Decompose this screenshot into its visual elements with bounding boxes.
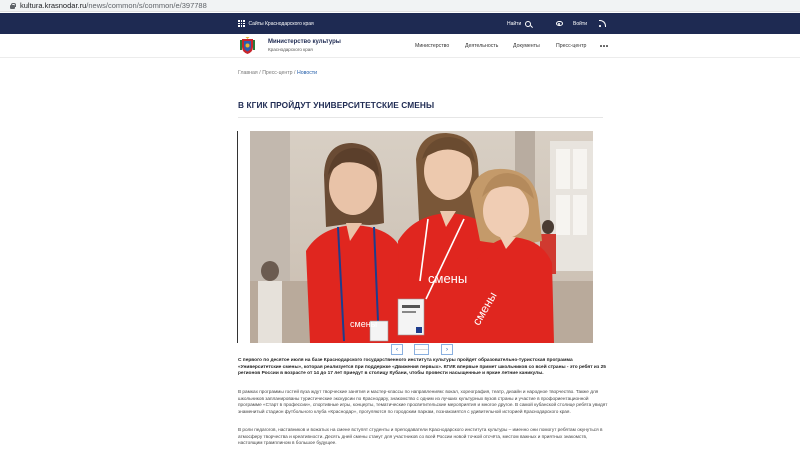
shirt-text-right: смены bbox=[469, 289, 500, 328]
search-icon bbox=[525, 21, 531, 27]
search-button[interactable] bbox=[507, 13, 531, 34]
ministry-title[interactable]: Министерство культуры bbox=[268, 39, 341, 45]
lock-icon bbox=[10, 3, 15, 9]
accessibility-button[interactable] bbox=[556, 13, 563, 34]
breadcrumb-home[interactable]: Главная bbox=[238, 70, 258, 76]
nav-ministry[interactable]: Министерство bbox=[415, 43, 450, 49]
article-paragraph: В роли педагогов, наставников и вожатых на смене вступят студенты и преподаватели Краснодарского института культуры – именно они помогут ребятам окунуться в атмосферу творчества и креативности. Десять дней смены станут для участников со всей России новой точкой отсчёта, местом важных и приятных знакомств, настоящим трамплином в большое будущее. bbox=[238, 427, 603, 445]
breadcrumb-news[interactable]: Новости bbox=[297, 70, 318, 76]
rss-button[interactable] bbox=[599, 13, 605, 34]
photo-illustration bbox=[250, 131, 593, 343]
breadcrumb-separator: / bbox=[294, 70, 296, 76]
article-title: В КГИК ПРОЙДУТ УНИВЕРСИТЕТСКИЕ СМЕНЫ bbox=[238, 100, 435, 110]
slider-prev-button[interactable]: ‹ bbox=[391, 344, 403, 355]
login-button[interactable] bbox=[573, 13, 587, 34]
nav-press-center[interactable]: Пресс-центр bbox=[556, 43, 587, 49]
breadcrumb-separator: / bbox=[259, 70, 261, 76]
title-divider bbox=[238, 117, 603, 118]
shirt-text-center: смены bbox=[428, 271, 468, 286]
search-label: Найти bbox=[507, 20, 522, 27]
top-bar bbox=[0, 13, 800, 34]
breadcrumb-press-center[interactable]: Пресс-центр bbox=[262, 70, 293, 76]
article-lead: С первого по десятое июля на базе Краснодарского государственного института культуры пройдет образовательно-туристская программа «Университетские смены», которая реализуется при поддержке «Движения первых». КГИК впервые примет школьников со всей страны - это ребят из 25 регионов России в возрасте от 14 до 17 лет приедут в столицу Кубани, чтобы провести насыщенные и яркие летние каникулы. bbox=[238, 358, 606, 377]
breadcrumb bbox=[238, 70, 317, 76]
slider-indicator[interactable]: ───── bbox=[414, 344, 429, 355]
nav-activity[interactable]: Деятельность bbox=[465, 43, 499, 49]
login-label: Войти bbox=[573, 20, 587, 27]
photo-edge bbox=[237, 131, 238, 343]
eye-icon bbox=[556, 21, 563, 26]
regional-sites-label: Сайты Краснодарского края bbox=[248, 20, 314, 27]
shirt-text-left: смены bbox=[350, 319, 378, 329]
article-paragraph: В рамках программы гостей вуза ждут творческие занятия и мастер-классы по направлениям: вокал, хореография, театр, дизайн и народное творчество. Также для школьников запланированы туристические экскурсии по Краснодару, знакомство с одним из лучших культурных вузов страны и участие в профориентационной программе «Старт в профессии», спортивные игры, концерты, тематические просветительские мероприятия и многое другое. В самой кубанской столице ребята увидят знаменитый стадион футбольного клуба «Краснодар», прогуляются по городским паркам, познакомятся с удивительной историей Краснодарского края. bbox=[238, 389, 608, 414]
crest-logo-icon[interactable] bbox=[240, 37, 255, 55]
site-header bbox=[0, 34, 800, 58]
regional-sites-link[interactable] bbox=[238, 13, 314, 34]
url-path: /news/common/s/common/e/397788 bbox=[86, 1, 207, 10]
url-host: kultura.krasnodar.ru bbox=[20, 1, 87, 10]
grid-icon bbox=[238, 20, 245, 27]
nav-documents[interactable]: Документы bbox=[513, 43, 540, 49]
slider-next-button[interactable]: › bbox=[441, 344, 453, 355]
more-menu-icon[interactable] bbox=[600, 45, 608, 47]
article-photo bbox=[250, 131, 593, 343]
browser-address-bar[interactable] bbox=[0, 0, 800, 12]
ministry-subtitle: Краснодарского края bbox=[268, 47, 313, 52]
rss-icon bbox=[599, 21, 605, 27]
